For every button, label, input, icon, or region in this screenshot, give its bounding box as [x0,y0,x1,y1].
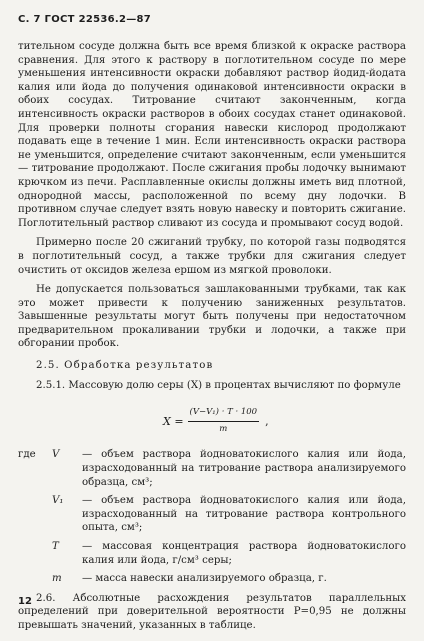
definition-symbol: V [52,449,60,461]
definition-item [18,494,406,535]
definition-symbol: m [52,573,62,585]
section-title: 2.5. Обработка результатов [36,360,214,372]
definition-symbol: V₁ [52,495,64,507]
definition-item [18,572,406,586]
page-number: 12 [18,596,32,607]
definition-symbol: T [52,541,59,552]
definition-text: — объем раствора йодноватокислого калия или йода, израсходованный на титрование раствора анализируемого образца, см³; [82,449,406,488]
definition-text: — масса навески анализируемого образца, г. [82,573,327,585]
paragraph-tolerance: 2.6. Абсолютные расхождения результатов параллельных определений при доверительной вероятности P=0,95 не должны превышать значений, указанных в таблице. [18,592,406,631]
formula-tail: , [265,414,269,428]
paragraph-continuation: тительном сосуде должна быть все время близкой к окраске раствора сравнения. Для этого к раствору в поглотительном сосуде по мере уменьшения интенсивности окраски добавляют раствор йодид-йодата калия или йода до получения одинаковой интенсивности окраски в обоих сосудах. Титрование считают законченным, когда интенсивность окраски растворов в обоих сосудах станет одинаковой. Для проверки полноты сгорания навески кислород продолжают подавать еще в течение 1 мин. Если интенсивность окраски раствора не уменьшится, определение считают законченным, если уменьшится — титрование продолжают. После сжигания пробы лодочку вынимают крючком из печи. Расплавленные окислы должны иметь вид плотной, однородной массы, расположенной по всему дну лодочки. В противном случае следует взять новую навеску и повторить сжигание. Поглотительный раствор сливают из сосуда и промывают сосуд водой. [18,41,406,229]
definition-lead [18,540,52,567]
formula-fraction [188,406,260,436]
definition-text: — массовая концентрация раствора йодноватокислого калия или йода, г/см³ серы; [82,541,406,566]
document-body [18,40,406,633]
definitions-list [18,448,406,585]
definition-text: — объем раствора йодноватокислого калия или йода, израсходованный на титрование раствора контрольного опыта, см³; [82,495,406,534]
formula [163,406,406,436]
section-intro: 2.5.1. Массовую долю серы (X) в процентах вычисляют по формуле [36,379,401,391]
formula-numerator: (V−V₁) · T · 100 [188,406,260,422]
definition-lead [18,572,52,586]
definition-item [18,448,406,489]
page-header: С. 7 ГОСТ 22536.2—87 [18,14,152,25]
definition-lead [18,494,52,535]
formula-denominator: m [219,423,228,434]
definition-item [18,540,406,567]
paragraph-warning: Не допускается пользоваться зашлакованными трубками, так как это может привести к получению заниженных результатов. Завышенные результаты могут быть получены при недостаточном предварительном прокаливании трубки и лодочки, а также при обгорании пробок. [18,284,406,350]
formula-lhs: X = [163,414,184,428]
definition-lead: где [18,449,36,461]
paragraph-cleaning: Примерно после 20 сжиганий трубку, по которой газы подводятся в поглотительный сосуд, а также трубки для сжигания следует очистить от оксидов железа ершом из мягкой проволоки. [18,237,406,276]
